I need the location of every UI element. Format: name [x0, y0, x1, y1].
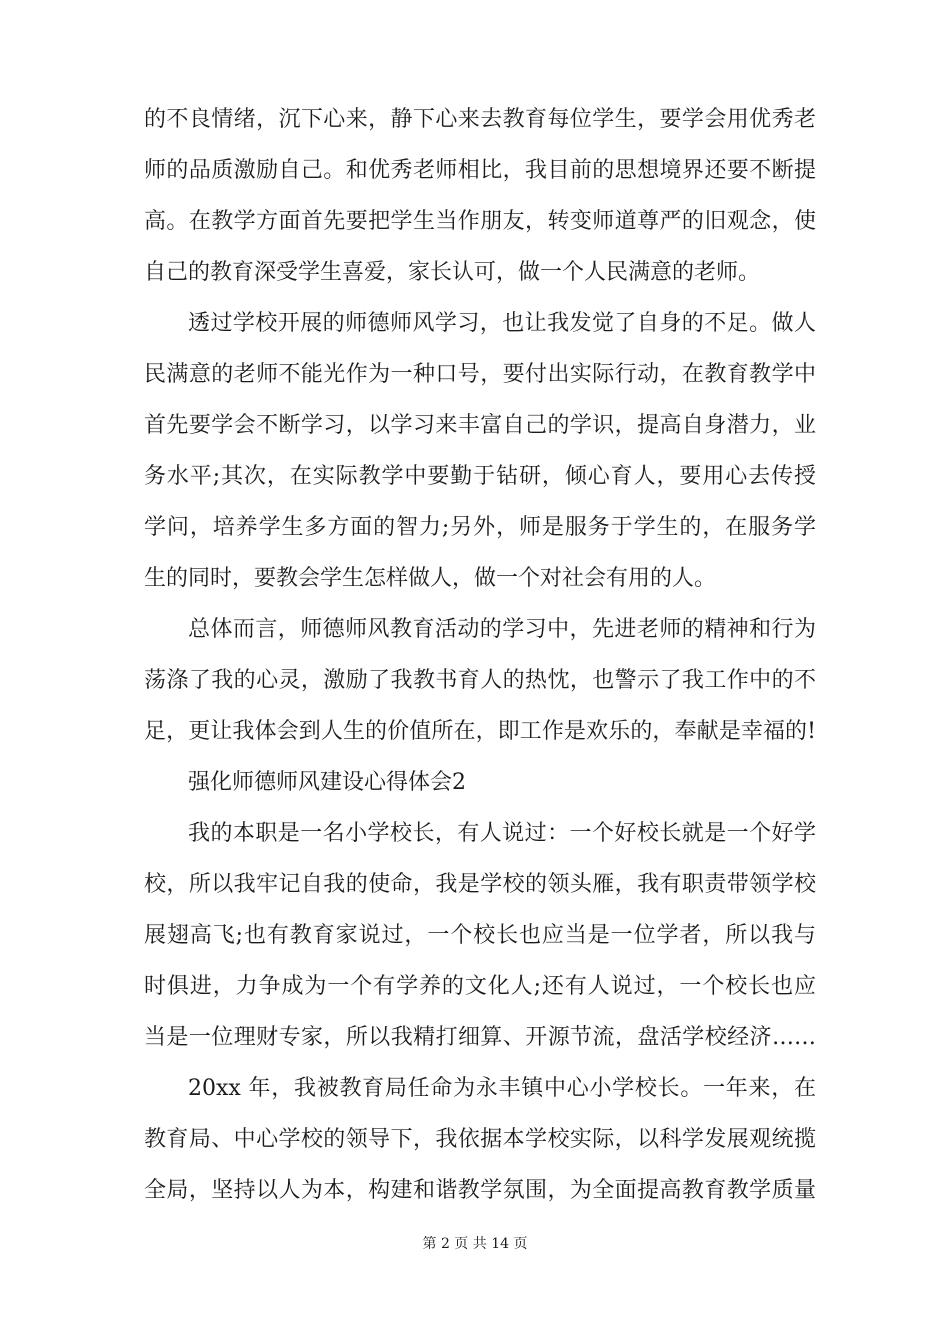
- text-line: 教育局、中心学校的领导下，我依据本学校实际，以科学发展观统揽: [144, 1127, 816, 1152]
- text-line: 生的同时，要教会学生怎样做人，做一个对社会有用的人。: [144, 566, 717, 591]
- text-line: 全局，坚持以人为本，构建和谐教学氛围，为全面提高教育教学质量: [144, 1178, 816, 1203]
- text-line: 荡涤了我的心灵，激励了我教书育人的热忱，也警示了我工作中的不: [144, 668, 816, 693]
- text-line: 校，所以我牢记自我的使命，我是学校的领头雁，我有职责带领学校: [144, 872, 816, 897]
- text-line: 展翅高飞;也有教育家说过，一个校长也应当是一位学者，所以我与: [144, 923, 816, 948]
- text-line: 的不良情绪，沉下心来，静下心来去教育每位学生，要学会用优秀老: [144, 107, 816, 132]
- text-line: 高。在教学方面首先要把学生当作朋友，转变师道尊严的旧观念，使: [144, 209, 816, 234]
- text-line: 足，更让我体会到人生的价值所在，即工作是欢乐的，奉献是幸福的!: [144, 719, 816, 744]
- text-line: 民满意的老师不能光作为一种口号，要付出实际行动，在教育教学中: [144, 362, 816, 387]
- text-line: 20xx 年，我被教育局任命为永丰镇中心小学校长。一年来，在: [188, 1076, 816, 1101]
- text-line: 当是一位理财专家，所以我精打细算、开源节流，盘活学校经济……: [144, 1025, 816, 1050]
- text-line: 自己的教育深受学生喜爱，家长认可，做一个人民满意的老师。: [144, 260, 761, 285]
- text-line: 首先要学会不断学习，以学习来丰富自己的学识，提高自身潜力，业: [144, 413, 816, 438]
- text-line: 务水平;其次，在实际教学中要勤于钻研，倾心育人，要用心去传授: [144, 464, 816, 489]
- text-line: 我的本职是一名小学校长，有人说过：一个好校长就是一个好学: [188, 821, 816, 846]
- document-body: [144, 94, 816, 1216]
- page-footer: 第 2 页 共 14 页: [422, 1236, 528, 1252]
- text-line: 时俱进，力争成为一个有学养的文化人;还有人说过，一个校长也应: [144, 974, 816, 999]
- text-line: 学问，培养学生多方面的智力;另外，师是服务于学生的，在服务学: [144, 515, 816, 540]
- text-line: 师的品质激励自己。和优秀老师相比，我目前的思想境界还要不断提: [144, 158, 816, 183]
- text-line: 总体而言，师德师风教育活动的学习中，先进老师的精神和行为: [188, 617, 816, 642]
- text-line: 透过学校开展的师德师风学习，也让我发觉了自身的不足。做人: [188, 311, 816, 336]
- text-line: 强化师德师风建设心得体会2: [188, 770, 466, 795]
